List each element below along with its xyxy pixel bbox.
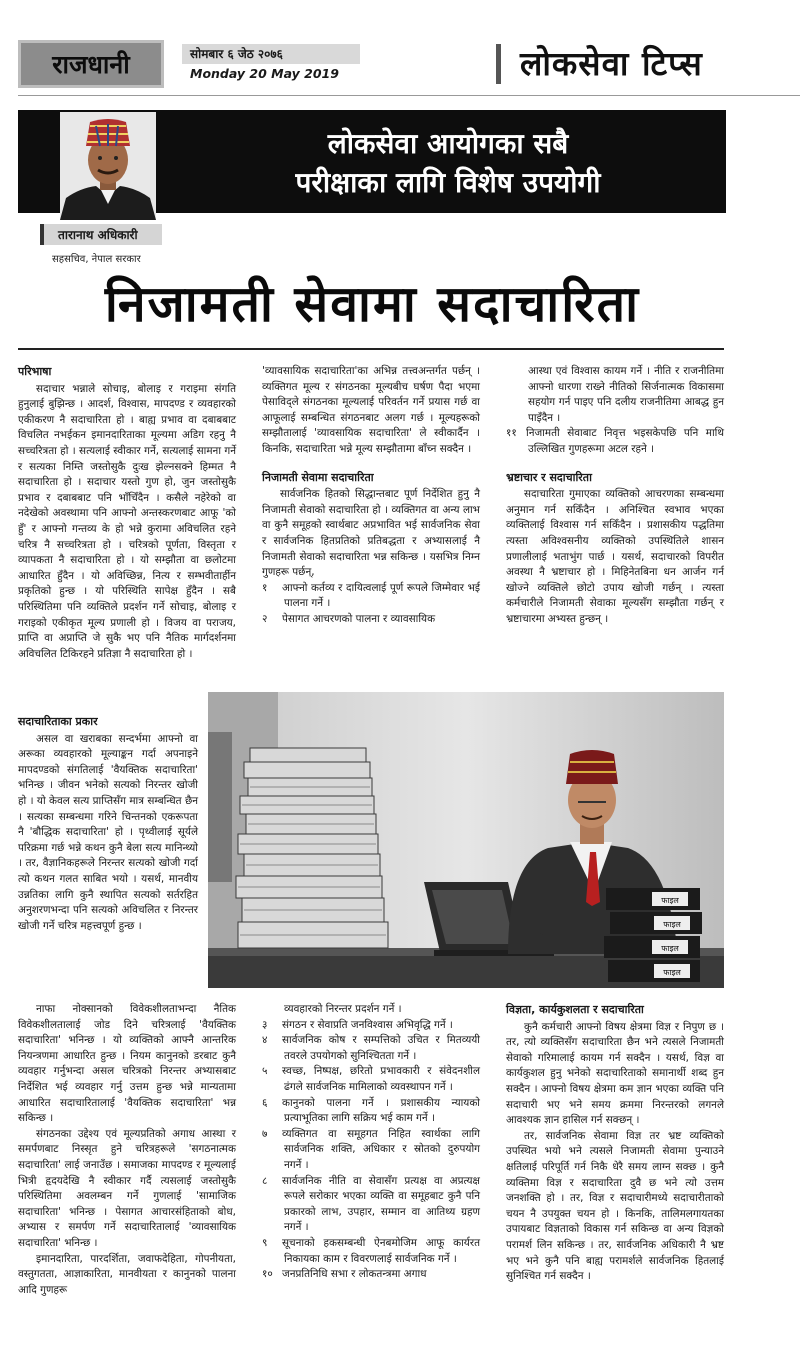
list-item: १ आफ्नो कर्तव्य र दायित्वलाई पूर्ण रूपले जिम्मेवार भई पालना गर्ने । [262,581,480,610]
author-portrait [60,112,156,220]
author-photo-image [60,112,156,220]
paragraph: कुनै कर्मचारी आफ्नो विषय क्षेत्रमा विज्ञ र निपुण छ । तर, त्यो व्यक्तिसँग सदाचारिता छैन भने त्यसले निजामती सेवाको गरिमालाई कायम गर्न सक्दैन । यसर्थ, विज्ञ वा कार्यकुशल हुनु भनेको सदाचारिताको समानार्थी शब्द हुन सक्दैन । आफ्नो विषय क्षेत्रमा कम ज्ञान भएका व्यक्ति पनि सदाचारी भए भने समय क्रममा निरन्तरको लगनले आवश्यक ज्ञान हासिल गर्न सक्छन् । [506,1020,724,1127]
list-item: ५ स्वच्छ, निष्पक्ष, छरितो प्रभावकारी र संवेदनशील ढंगले सार्वजनिक मामिलाको व्यवस्थापन गर्ने । [262,1065,480,1093]
list-item: ६ कानुनको पालना गर्ने । प्रशासकीय न्यायको प्रत्याभूतिका लागि सक्रिय भई काम गर्ने । [262,1096,480,1125]
author-name: तारानाथ अधिकारी [40,224,162,245]
subheading-expertise: विज्ञता, कार्यकुशलता र सदाचारिता [506,1003,644,1016]
list-item: ९ सूचनाको हकसम्बन्धी ऐनबमोजिम आफू कार्यरत निकायका काम र विवरणलाई सार्वजनिक गर्ने । [262,1236,480,1265]
paragraph: असल वा खराबका सन्दर्भमा आफ्नो वा अरूका व्यवहारको मूल्याङ्कन गर्दा अपनाइने मापदण्डको संगतिलाई 'वैयक्तिक सदाचारिता' भनिन्छ । जीवन भनेको सत्यको निरन्तर खोजी हो । यो केवल सत्य प्राप्तिसँग मात्र सम्बन्धित छैन । सत्यका सम्बन्धमा गरिने चिन्तनको एकरूपता नै 'बौद्धिक सदाचारिता' हो । पृथ्वीलाई सूर्यले परिक्रमा गर्छ भन्ने कथन कुनै बेला सत्य मानिन्थ्यो । तर, वैज्ञानिकहरूले निरन्तर सत्यको खोजी गर्दा त्यो कथन गलत साबित भयो । यसर्थ, मानवीय उन्नतिका लागि कुनै स्थापित सत्यको सर्तरहित अनुशरणभन्दा पनि सत्यको अविचलित र निरन्तर खोजी गर्ने चरित्र महत्त्वपूर्ण हुन्छ । [18,732,198,932]
section-name-left: राजधानी [18,40,164,88]
column-2-bottom [262,1002,480,1283]
subheading-civil-service: निजामती सेवामा सदाचारिता [262,470,374,484]
paragraph: व्यवहारको निरन्तर प्रदर्शन गर्ने । [284,1003,402,1015]
masthead-rule [18,95,800,96]
paragraph: तर, सार्वजनिक सेवामा विज्ञ तर भ्रष्ट व्यक्तिको उपस्थित भयो भने त्यसले निजामती सेवामा पुन्याउने क्षतिलाई परिपूर्ति गर्न निकै धेरै समय लाग्न सक्छ । कुनै व्यक्तिमा विज्ञ र सदाचारिता दुवै छ भने त्यो उत्तम जनशक्ति हो । तर, विज्ञ र सदाचारीमध्ये सदाचारीताको चयन नै उपयुक्त चयन हो । किनकि, तालिमलगायतका उपायबाट विज्ञताको विकास गर्न सकिन्छ वा अन्य विज्ञको परामर्श लिन सकिन्छ । तर, सार्वजनिक अधिकारी नै भ्रष्ट भए भने कुनै पनि बाह्य परामर्शले सार्वजनिक हितलाई सुनिश्चित गर्न सक्दैन । [506,1129,724,1283]
author-byline [40,224,162,265]
paragraph: सार्वजनिक हितको सिद्धान्तबाट पूर्ण निर्देशित हुनु नै निजामती सेवाको सदाचारिता हो । व्यक्तिगत वा अन्य लाभ वा कुनै समूहको स्वार्थबाट अप्रभावित भई सार्वजनिक सेवा र सार्वजनिक हितप्रतिको प्रतिबद्धता र अभ्यासलाई नै निजामती सेवाको सदाचारिता भन्न सकिन्छ । यसभित्र निम्न गुणहरू पर्छन्, [262,488,480,579]
column-3-top [506,364,724,628]
paragraph: 'व्यावसायिक सदाचारिता'का अभिन्न तत्त्वअन्तर्गत पर्छन् । व्यक्तिगत मूल्य र संगठनका मूल्यबीच घर्षण पैदा भएमा पेसाविद्ले संगठनका मूल्यलाई परिवर्तन गर्ने प्रयास गर्छ वा आफूलाई सम्बन्धित संगठनबाट अलग गर्छ । मूल्यहरूको सम्झौतालाई 'व्यावसायिक सदाचारिता' ले स्वीकार्दैन । किनकि, सदाचारिता भन्ने मूल्य सम्झौतामा बाँच्न सक्दैन । [262,365,480,455]
column-1-middle [18,714,198,934]
subheading-types: सदाचारिताका प्रकार [18,715,98,728]
column-1-top [18,364,236,662]
list-item: २ पेसागत आचरणको पालना र व्यावसायिक [262,612,436,625]
list-item: ४ सार्वजनिक कोष र सम्पत्तिको उचित र मितव्ययी तवरले उपयोगको सुनिश्चितता गर्ने । [262,1034,480,1062]
list-item: १० जनप्रतिनिधि सभा र लोकतन्त्रमा अगाध [262,1268,427,1281]
binder-label: फाइल [661,944,679,953]
paragraph: आस्था एवं विश्वास कायम गर्ने । नीति र राजनीतिमा आफ्नो धारणा राख्ने नीतिको सिर्जनात्मक विकासमा सहयोग गर्न पाइए पनि दलीय राजनीतिमा आबद्ध हुन पाइँदैन । [528,365,724,424]
list-item: ३ संगठन र सेवाप्रति जनविश्वास अभिवृद्धि गर्ने । [262,1018,453,1031]
headline-rule [18,348,724,350]
section-name-right: लोकसेवा टिप्स [520,44,703,83]
binder-label: फाइल [661,896,679,905]
paragraph: नाफा नोक्सानको विवेकशीलताभन्दा नैतिक विवेकशीलतालाई जोड दिने चरित्रलाई 'वैयक्तिक सदाचारिता' भनिन्छ । यो व्यक्तिको आफ्नै आन्तरिक नियन्त्रणमा आधारित हुन्छ । नियम कानुनको डरबाट कुनै व्यवहार गर्नुभन्दा असल चरित्रको निरन्तर अभ्यासबाट निर्देशित भई व्यवहार गर्नु उत्तम हुन्छ भन्ने मान्यतामा आधारित सदाचारितालाई 'वैयक्तिक सदाचारिता' भन्न सकिन्छ । [18,1003,236,1125]
subheading-definition: परिभाषा [18,365,52,378]
headline: निजामती सेवामा सदाचारिता [104,274,641,333]
paragraph: संगठनका उद्देश्य एवं मूल्यप्रतिको अगाध आस्था र समर्पणबाट निस्सृत हुने चरित्रहरूले 'सगठनात्मक सदाचारिता' लाई जनाउँछ । समाजका मापदण्ड र मूल्यलाई भित्री हृदयदेखि नै स्वीकार गर्दै त्यसलाई जस्तोसुकै परिस्थितिमा अवलम्बन गर्ने गुणलाई 'सामाजिक सदाचारिता' भनिन्छ । पेसागत आचारसंहिताको बोध, अभ्यास र समर्पण गर्ने सदाचारितालाई 'व्यावसायिक सदाचारिता' भनिन्छ । [18,1127,236,1249]
paragraph: इमानदारिता, पारदर्शिता, जवाफदेहिता, गोपनीयता, वस्तुगतता, आज्ञाकारिता, मानवीयता र कानुनको पालना आदि गुणहरू [18,1252,236,1296]
column-1-bottom [18,1002,236,1298]
paragraph: सदाचार भन्नाले सोचाइ, बोलाइ र गराइमा संगति हुनुलाई बुझिन्छ । आदर्श, विश्वास, मापदण्ड र व्यवहारको एकीकरण नै सदाचारिता हो । बाह्य प्रभाव वा दबाबबाट विचलित नभईकन इमानदारिताका मूल्यमा अडिग रहनु नै सच्चरित्रता हो । सत्यलाई स्वीकार गर्ने, सत्यलाई सामना गर्ने र सत्यका निम्ति जस्तोसुकै दुःख झेल्नसक्ने हिम्मत नै सदाचारिता हो । सदाचार यस्तो गुण हो, जुन जस्तोसुकै प्रभाव र दबाबबाट पनि भाँचिँदैन । कसैले नहेरेको वा नदेखेको अवस्थामा पनि आफ्नो अन्तस्करणबाट आफू 'को हुँ' र आफ्नो गन्तव्य के हो भन्ने कुरामा अविचलित रहने चरित्र नै सच्चरित्रता हो । चरित्रको पूर्णता, विस्तृता र व्यापकता नै सदाचारिता हो । यो सम्झौता वा छलोटमा आधारित हुँदैन । यो अविच्छिन्न, नित्य र सम्भवीतार्हीन प्रकृतिको हुन्छ । यो परिस्थिति सापेक्ष हुँदैन । सबै परिस्थितिमा पनि व्यक्तिले प्रदर्शन गर्ने सोचाइ, बोलाइ र गराइको एकीकृत मूल्य प्रणाली हो । विजय वा पराजय, प्राप्ति वा अप्राप्ति जे सुकै भए पनि नैतिक मार्गदर्शनमा अविचलित टिकिरहने प्रतिज्ञा नै सदाचारिता हो । [18,382,236,660]
banner-line-1: लोकसेवा आयोगका सबै [327,127,569,160]
list-item: ७ व्यक्तिगत वा समूहगत निहित स्वार्थका लागि सार्वजनिक शक्ति, अधिकार र स्रोतको दुरुपयोग नगर्ने । [262,1127,480,1171]
banner-text [178,124,718,202]
column-2-top [262,364,480,628]
list-item: ११ निजामती सेवाबाट निवृत्त भइसकेपछि पनि माथि उल्लिखित गुणहरूमा अटल रहने । [506,427,724,455]
date-english: Monday 20 May 2019 [190,66,339,81]
subheading-corruption: भ्रष्टाचार र सदाचारिता [506,470,592,484]
author-role: सहसचिव, नेपाल सरकार [52,254,141,265]
paragraph: सदाचारिता गुमाएका व्यक्तिको आचरणका सम्बन्धमा अनुमान गर्न सकिँदैन । अनिश्चित स्वभाव भएका व्यक्तिलाई विश्वास गर्न सकिँदैन । प्रशासकीय पद्धतिमा त्यस्ता अविश्वसनीय व्यक्तिको उपस्थितिले शासन प्रणालीलाई भताभुंग पार्छ । यसर्थ, सदाचारको विपरीत अवस्था नै भ्रष्टाचार हो । मिहिनेतबिना धन आर्जन गर्न खोज्ने व्यक्तिले छोटो उपाय खोजी गर्छन् । त्यस्ता कर्मचारीले निजामती सेवाका मूल्यसँग सम्झौता गर्छन् र भ्रष्टाचारमा अभ्यस्त हुन्छन् । [506,488,724,625]
binder-label: फाइल [663,920,681,929]
date-nepali: सोमबार ६ जेठ २०७६ [182,44,360,64]
column-3-bottom [506,1002,724,1285]
binder-label: फाइल [663,968,681,977]
article-photo [208,692,724,988]
banner-line-2: परीक्षाका लागि विशेष उपयोगी [295,166,601,199]
office-illustration-image [208,692,724,988]
list-item: ८ सार्वजनिक नीति वा सेवासँग प्रत्यक्ष वा अप्रत्यक्ष रूपले सरोकार भएका व्यक्ति वा समूहबाट कुनै पनि प्रकारको लाभ, उपहार, सम्मान वा आतिथ्य ग्रहण नगर्ने । [262,1174,480,1234]
masthead-divider [496,44,501,84]
